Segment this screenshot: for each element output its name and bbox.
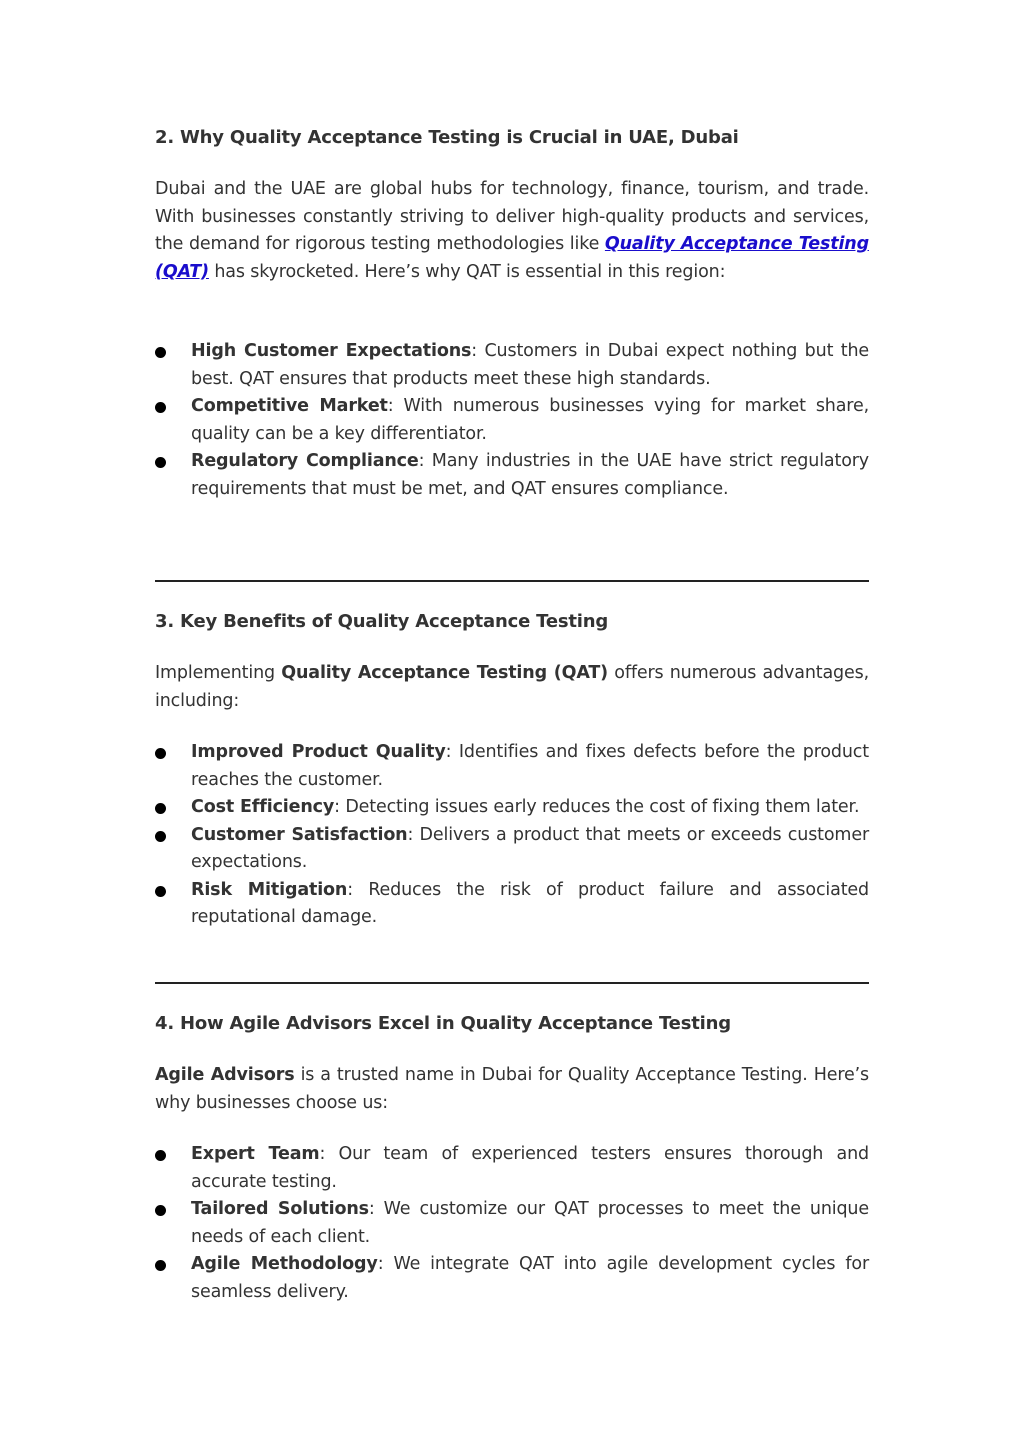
bullet-icon xyxy=(155,1205,166,1216)
list-item xyxy=(155,338,869,393)
bullet-icon xyxy=(155,1150,166,1161)
section-2-list xyxy=(155,338,869,503)
section-divider xyxy=(155,982,869,984)
section-2-intro xyxy=(155,176,869,286)
section-3-intro-text-end: offers numerous advantages, including: xyxy=(155,663,870,711)
bullet-icon xyxy=(155,457,166,468)
bullet-icon xyxy=(155,402,166,413)
list-item-text: : We customize our QAT processes to meet the unique needs of each client. xyxy=(191,1199,869,1247)
section-3-list xyxy=(155,739,869,932)
list-item xyxy=(155,877,869,932)
list-item-term: Cost Efficiency xyxy=(191,797,335,817)
list-item-term: Tailored Solutions xyxy=(191,1199,369,1219)
list-item-text: : Customers in Dubai expect nothing but the best. QAT ensures that products meet these high standards. xyxy=(191,341,870,389)
list-item-text: : Many industries in the UAE have strict regulatory requirements that must be met, and QAT ensures compliance. xyxy=(191,451,869,499)
section-4-intro-bold: Agile Advisors xyxy=(155,1065,295,1085)
section-4-intro xyxy=(155,1062,869,1117)
list-item xyxy=(155,393,869,448)
list-item-term: Competitive Market xyxy=(191,396,388,416)
list-item-text: : We integrate QAT into agile development cycles for seamless delivery. xyxy=(191,1254,869,1302)
list-item-text: : Our team of experienced testers ensures thorough and accurate testing. xyxy=(191,1144,869,1192)
list-item-term: Risk Mitigation xyxy=(191,879,348,900)
list-item-term: Agile Methodology xyxy=(191,1254,378,1274)
section-3-intro-text: Implementing xyxy=(155,663,282,683)
bullet-icon xyxy=(155,748,166,759)
section-4-list xyxy=(155,1141,869,1306)
list-item-text: : Identifies and fixes defects before the product reaches the customer. xyxy=(191,742,869,790)
list-item-term: High Customer Expectations xyxy=(191,341,472,361)
list-item xyxy=(155,739,869,794)
bullet-icon xyxy=(155,803,166,814)
section-3-intro xyxy=(155,660,869,715)
qat-link[interactable]: Quality Acceptance Testing (QAT) xyxy=(155,234,869,282)
list-item-term: Regulatory Compliance xyxy=(191,451,419,471)
list-item xyxy=(155,1196,869,1251)
section-4-heading: 4. How Agile Advisors Excel in Quality Acceptance Testing xyxy=(155,1013,731,1034)
bullet-icon xyxy=(155,886,166,897)
list-item xyxy=(155,448,869,503)
list-item-term: Improved Product Quality xyxy=(191,742,446,762)
section-2-intro-text: Dubai and the UAE are global hubs for technology, finance, tourism, and trade. With businesses constantly striving to deliver high-quality products and services, the demand for rigorous testing methodologies like xyxy=(155,179,869,254)
list-item xyxy=(155,794,869,822)
section-divider xyxy=(155,580,869,582)
section-3-heading: 3. Key Benefits of Quality Acceptance Testing xyxy=(155,611,609,632)
list-item-term: Expert Team xyxy=(191,1144,320,1164)
section-3-intro-bold: Quality Acceptance Testing (QAT) xyxy=(281,663,608,683)
list-item xyxy=(155,1141,869,1196)
list-item-text: : Delivers a product that meets or exceeds customer expectations. xyxy=(191,824,869,872)
section-2-intro-text-end: has skyrocketed. Here’s why QAT is essential in this region: xyxy=(208,261,726,282)
list-item-text: : Detecting issues early reduces the cost of fixing them later. xyxy=(334,797,860,817)
list-item xyxy=(155,822,869,877)
section-2-heading: 2. Why Quality Acceptance Testing is Crucial in UAE, Dubai xyxy=(155,127,739,148)
list-item xyxy=(155,1251,869,1306)
section-4-intro-text: is a trusted name in Dubai for Quality Acceptance Testing. Here’s why businesses choose us: xyxy=(155,1065,869,1113)
list-item-text: : With numerous businesses vying for market share, quality can be a key differentiator. xyxy=(191,396,869,444)
bullet-icon xyxy=(155,347,166,358)
bullet-icon xyxy=(155,831,166,842)
list-item-text: : Reduces the risk of product failure and associated reputational damage. xyxy=(191,879,869,927)
bullet-icon xyxy=(155,1260,166,1271)
list-item-term: Customer Satisfaction xyxy=(191,824,408,845)
